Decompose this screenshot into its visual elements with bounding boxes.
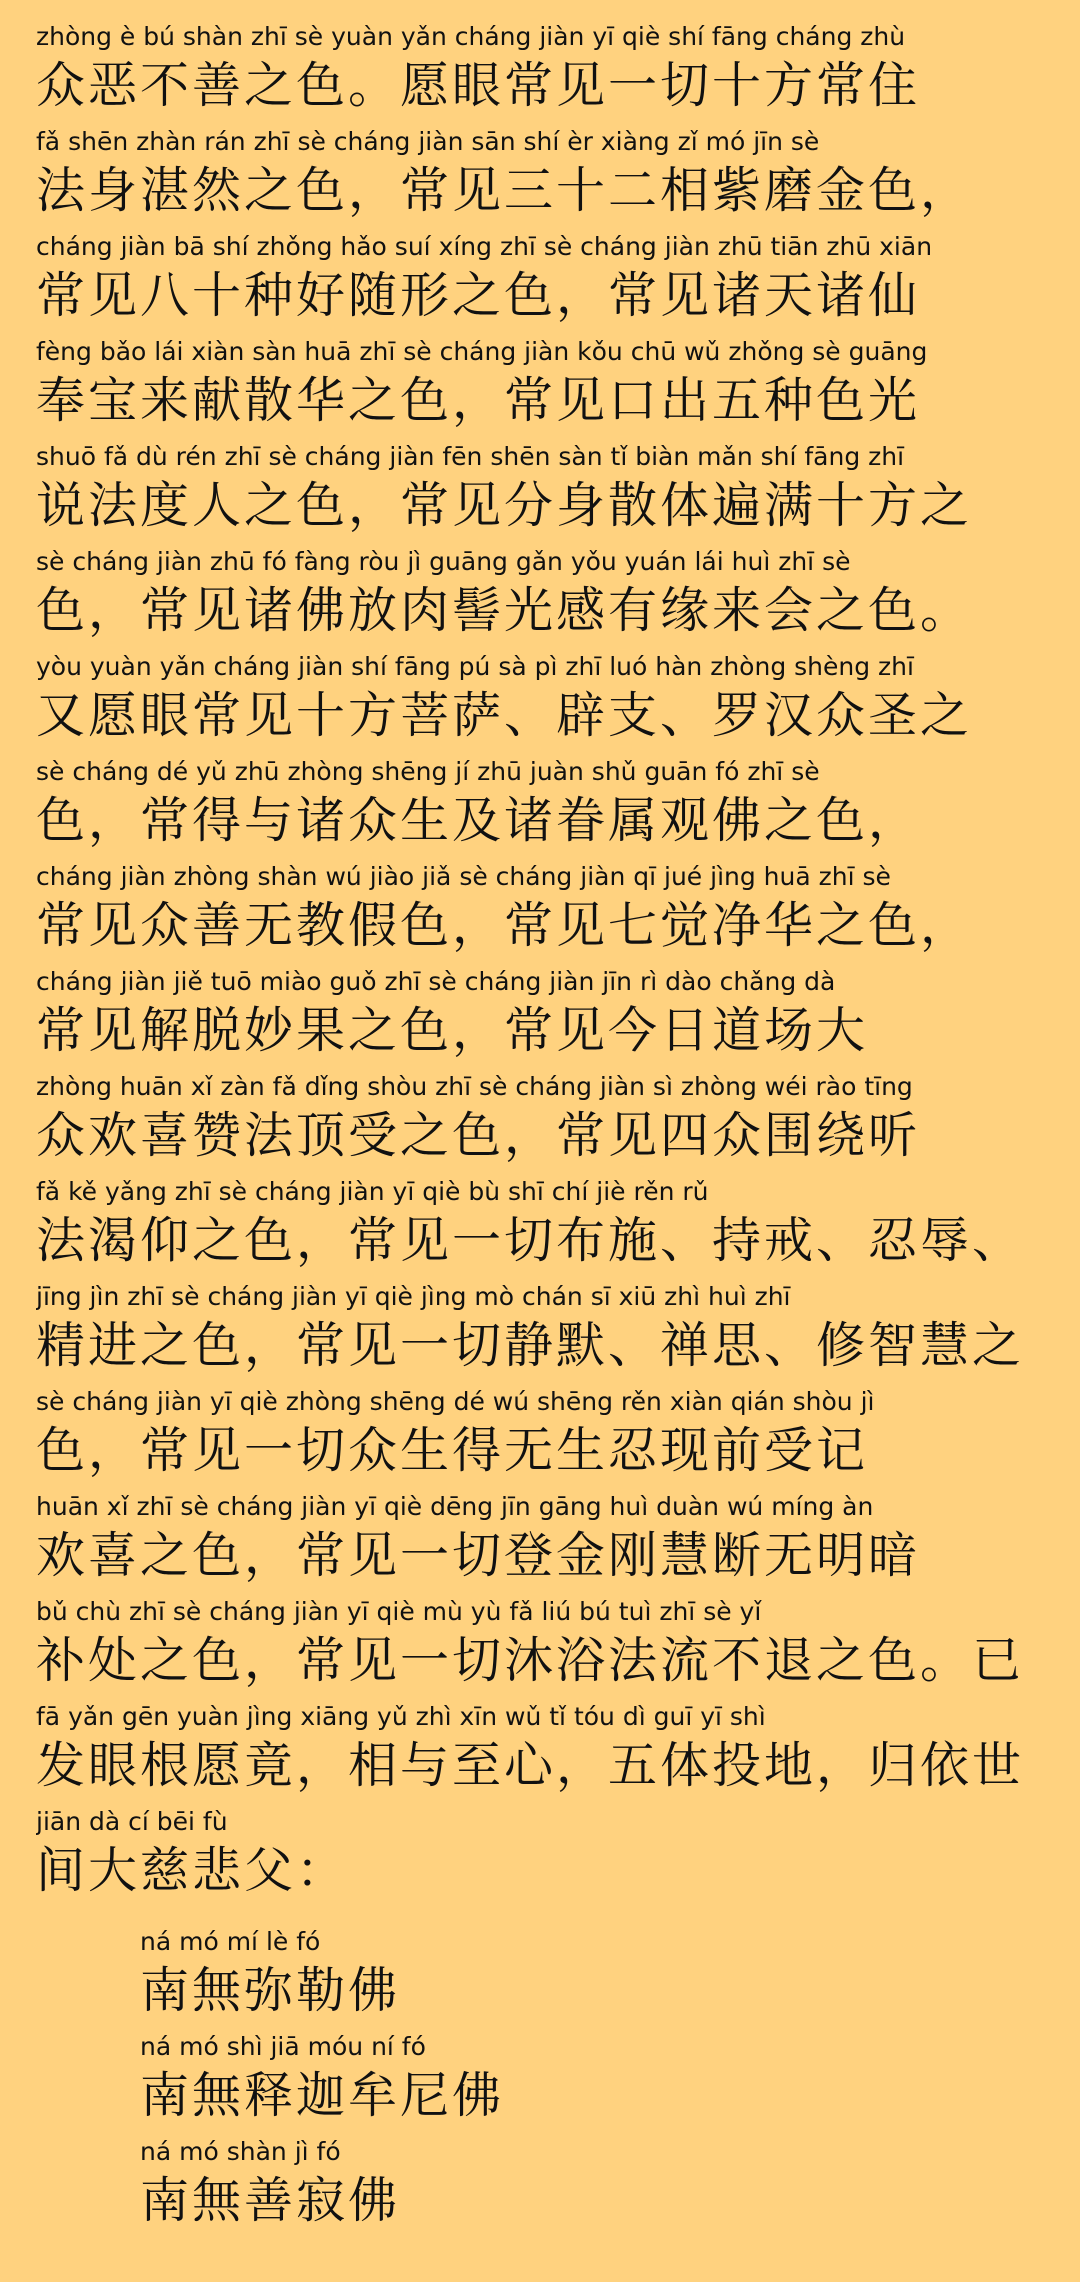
buddha-name — [140, 1925, 1020, 2029]
hanzi-line: 色，常见一切众生得无生忍现前受记 — [36, 1422, 869, 1479]
hanzi-line: 间大慈悲父： — [36, 1842, 349, 1899]
pinyin-line: yòu yuàn yǎn cháng jiàn shí fāng pú sà pì zhī luó hàn zhòng shèng zhī — [36, 652, 914, 681]
pinyin-line: fǎ kě yǎng zhī sè cháng jiàn yī qiè bù shī chí jiè rěn rǔ — [36, 1177, 709, 1206]
pinyin-line: huān xǐ zhī sè cháng jiàn yī qiè dēng jīn gāng huì duàn wú míng àn — [36, 1492, 874, 1521]
pinyin-line: cháng jiàn zhòng shàn wú jiào jiǎ sè cháng jiàn qī jué jìng huā zhī sè — [36, 862, 891, 891]
hanzi-line: 色，常见诸佛放肉髻光感有缘来会之色。 — [36, 582, 973, 639]
pinyin-line: zhòng huān xǐ zàn fǎ dǐng shòu zhī sè cháng jiàn sì zhòng wéi rào tīng — [36, 1072, 913, 1101]
text-line — [36, 1595, 1046, 1699]
text-line — [36, 755, 1046, 859]
pinyin-line: ná mó shàn jì fó — [140, 2137, 341, 2166]
text-line — [36, 545, 1046, 649]
hanzi-line: 色，常得与诸众生及诸眷属观佛之色， — [36, 792, 921, 849]
pinyin-line: fǎ shēn zhàn rán zhī sè cháng jiàn sān shí èr xiàng zǐ mó jīn sè — [36, 127, 820, 156]
hanzi-line: 又愿眼常见十方菩萨、辟支、罗汉众圣之 — [36, 687, 973, 744]
pinyin-line: fèng bǎo lái xiàn sàn huā zhī sè cháng jiàn kǒu chū wǔ zhǒng sè guāng — [36, 337, 928, 366]
pinyin-line: sè cháng jiàn yī qiè zhòng shēng dé wú shēng rěn xiàn qián shòu jì — [36, 1387, 875, 1416]
text-line — [36, 1175, 1046, 1279]
buddha-name — [140, 2030, 1020, 2134]
hanzi-line: 补处之色，常见一切沐浴法流不退之色。已 — [36, 1632, 1025, 1689]
hanzi-line: 常见众善无教假色，常见七觉净华之色， — [36, 897, 973, 954]
pinyin-line: sè cháng jiàn zhū fó fàng ròu jì guāng gǎn yǒu yuán lái huì zhī sè — [36, 547, 851, 576]
text-line — [36, 440, 1046, 544]
text-line — [36, 230, 1046, 334]
text-line — [36, 1385, 1046, 1489]
hanzi-line: 精进之色，常见一切静默、禅思、修智慧之 — [36, 1317, 1025, 1374]
buddha-name — [140, 2135, 1020, 2239]
hanzi-line: 法身湛然之色，常见三十二相紫磨金色， — [36, 162, 973, 219]
hanzi-line: 奉宝来献散华之色，常见口出五种色光 — [36, 372, 921, 429]
pinyin-line: zhòng è bú shàn zhī sè yuàn yǎn cháng jiàn yī qiè shí fāng cháng zhù — [36, 22, 906, 51]
hanzi-line: 常见解脱妙果之色，常见今日道场大 — [36, 1002, 869, 1059]
hanzi-line: 常见八十种好随形之色，常见诸天诸仙 — [36, 267, 921, 324]
text-line — [36, 650, 1046, 754]
hanzi-line: 众欢喜赞法顶受之色，常见四众围绕听 — [36, 1107, 921, 1164]
hanzi-line: 欢喜之色，常见一切登金刚慧断无明暗 — [36, 1527, 921, 1584]
hanzi-line: 法渴仰之色，常见一切布施、持戒、忍辱、 — [36, 1212, 1025, 1269]
pinyin-line: cháng jiàn bā shí zhǒng hǎo suí xíng zhī sè cháng jiàn zhū tiān zhū xiān — [36, 232, 933, 261]
hanzi-line: 南無弥勒佛 — [140, 1962, 401, 2019]
hanzi-line: 南無善寂佛 — [140, 2172, 401, 2229]
pinyin-line: shuō fǎ dù rén zhī sè cháng jiàn fēn shēn sàn tǐ biàn mǎn shí fāng zhī — [36, 442, 905, 471]
hanzi-line: 说法度人之色，常见分身散体遍满十方之 — [36, 477, 973, 534]
text-line — [36, 20, 1046, 124]
pinyin-line: jīng jìn zhī sè cháng jiàn yī qiè jìng mò chán sī xiū zhì huì zhī — [36, 1282, 791, 1311]
pinyin-line: ná mó shì jiā móu ní fó — [140, 2032, 426, 2061]
pinyin-line: jiān dà cí bēi fù — [36, 1807, 228, 1836]
text-line — [36, 1280, 1046, 1384]
text-line — [36, 1490, 1046, 1594]
text-line — [36, 1070, 1046, 1174]
text-line — [36, 1805, 1046, 1909]
pinyin-line: ná mó mí lè fó — [140, 1927, 321, 1956]
text-line — [36, 860, 1046, 964]
pinyin-line: sè cháng dé yǔ zhū zhòng shēng jí zhū juàn shǔ guān fó zhī sè — [36, 757, 820, 786]
pinyin-line: bǔ chù zhī sè cháng jiàn yī qiè mù yù fǎ liú bú tuì zhī sè yǐ — [36, 1597, 762, 1626]
text-line — [36, 335, 1046, 439]
text-line — [36, 965, 1046, 1069]
hanzi-line: 南無释迦牟尼佛 — [140, 2067, 505, 2124]
text-line — [36, 1700, 1046, 1804]
text-line — [36, 125, 1046, 229]
hanzi-line: 发眼根愿竟，相与至心，五体投地，归依世 — [36, 1737, 1025, 1794]
pinyin-line: cháng jiàn jiě tuō miào guǒ zhī sè cháng jiàn jīn rì dào chǎng dà — [36, 967, 836, 996]
pinyin-line: fā yǎn gēn yuàn jìng xiāng yǔ zhì xīn wǔ tǐ tóu dì guī yī shì — [36, 1702, 766, 1731]
hanzi-line: 众恶不善之色。愿眼常见一切十方常住 — [36, 57, 921, 114]
